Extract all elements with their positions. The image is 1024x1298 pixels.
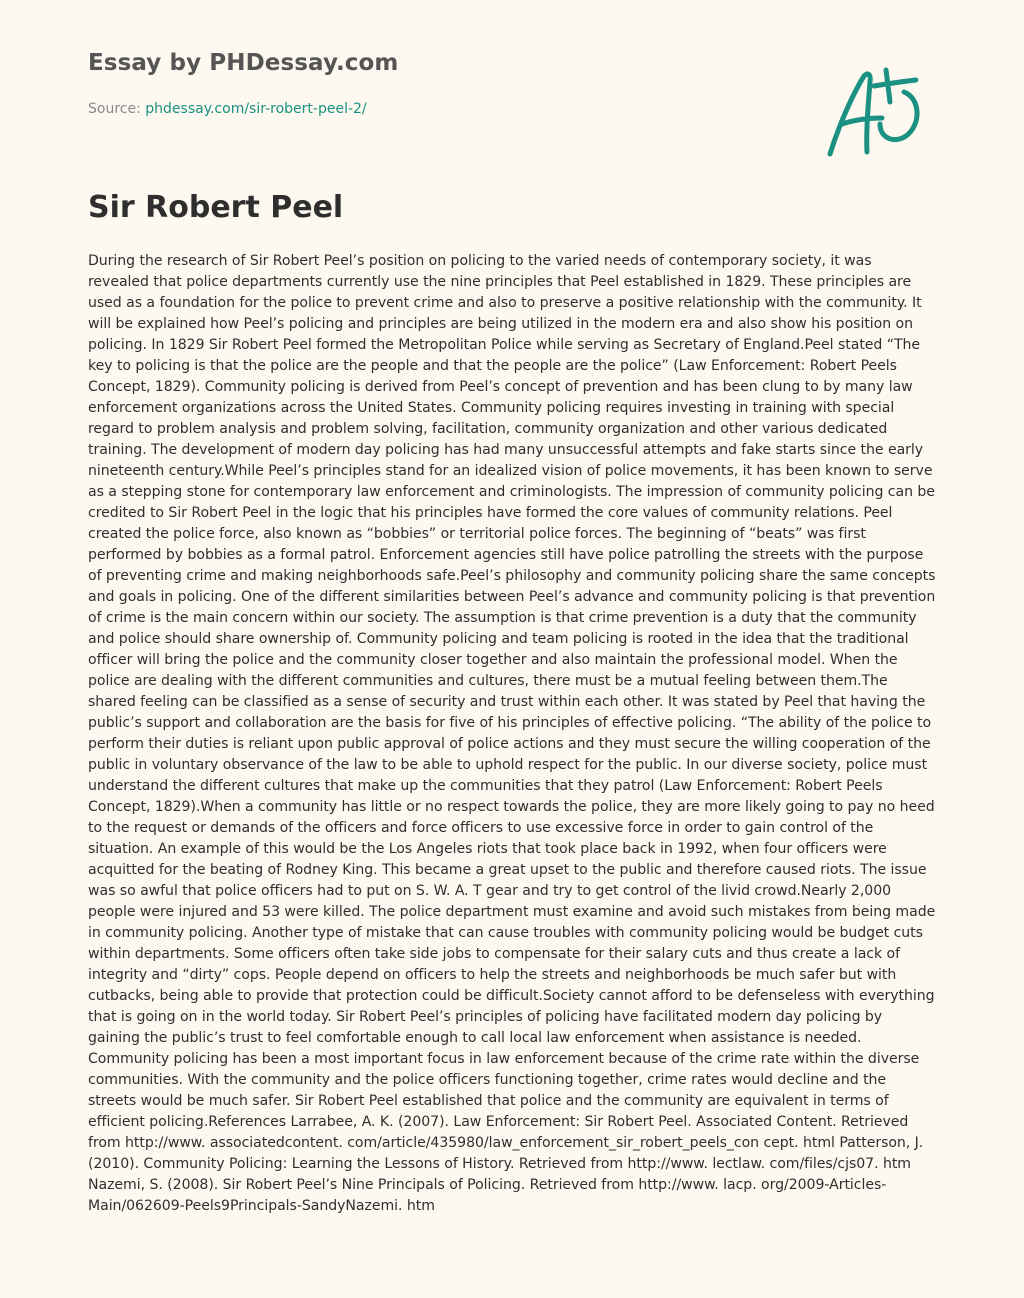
- essay-body-container: [88, 251, 936, 1249]
- site-brand: Essay by PHDessay.com: [88, 50, 399, 76]
- a-plus-logo-icon: [820, 62, 932, 162]
- source-line: [88, 101, 367, 117]
- essay-body: During the research of Sir Robert Peel’s position on policing to the varied needs of contemporary society, it was revealed that police departments currently use the nine principles that Peel established in 1829. These principles are used as a foundation for the police to prevent crime and also to preserve a positive relationship with the community. It will be explained how Peel’s policing and principles are being utilized in the modern era and also show his position on policing. In 1829 Sir Robert Peel formed the Metropolitan Police while serving as Secretary of England.Peel stated “The key to policing is that the police are the people and that the people are the police” (Law Enforcement: Robert Peels Concept, 1829). Community policing is derived from Peel’s concept of prevention and has been clung to by many law enforcement organizations across the United States. Community policing requires investing in training with special regard to problem analysis and problem solving, facilitation, community organization and other various dedicated training. The development of modern day policing has had many unsuccessful attempts and fake starts since the early nineteenth century.While Peel’s principles stand for an idealized vision of police movements, it has been known to serve as a stepping stone for contemporary law enforcement and criminologists. The impression of community policing can be credited to Sir Robert Peel in the logic that his principles have formed the core values of community relations. Peel created the police force, also known as “bobbies” or territorial police forces. The beginning of “beats” was first performed by bobbies as a formal patrol. Enforcement agencies still have police patrolling the streets with the purpose of preventing crime and making neighborhoods safe.Peel’s philosophy and community policing share the same concepts and goals in policing. One of the different similarities between Peel’s advance and community policing is that prevention of crime is the main concern within our society. The assumption is that crime prevention is a duty that the community and police should share ownership of. Community policing and team policing is rooted in the idea that the traditional officer will bring the police and the community closer together and also maintain the professional model. When the police are dealing with the different communities and cultures, there must be a mutual feeling between them.The shared feeling can be classified as a sense of security and trust within each other. It was stated by Peel that having the public’s support and collaboration are the basis for five of his principles of effective policing. “The ability of the police to perform their duties is reliant upon public approval of police actions and they must secure the willing cooperation of the public in voluntary observance of the law to be able to uphold respect for the public. In our diverse society, police must understand the different cultures that make up the communities that they patrol (Law Enforcement: Robert Peels Concept, 1829).When a community has little or no respect towards the police, they are more likely going to pay no heed to the request or demands of the officers and force officers to use excessive force in order to gain control of the situation. An example of this would be the Los Angeles riots that took place back in 1992, when four officers were acquitted for the beating of Rodney King. This became a great upset to the public and therefore caused riots. The issue was so awful that police officers had to put on S. W. A. T gear and try to get control of the livid crowd.Nearly 2,000 people were injured and 53 were killed. The police department must examine and avoid such mistakes from being made in community policing. Another type of mistake that can cause troubles with community policing would be budget cuts within departments. Some officers often take side jobs to compensate for their salary cuts and thus create a lack of integrity and “dirty” cops. People depend on officers to help the streets and neighborhoods be much safer but with cutbacks, being able to provide that protection could be difficult.Society cannot afford to be defenseless with everything that is going on in the world today. Sir Robert Peel’s principles of policing have facilitated modern day policing by gaining the public’s trust to feel comfortable enough to call local law enforcement when assistance is needed. Community policing has been a most important focus in law enforcement because of the crime rate within the diverse communities. With the community and the police officers functioning together, crime rates would decline and the streets would be much safer. Sir Robert Peel established that police and the community are equivalent in terms of efficient policing.References Larrabee, A. K. (2007). Law Enforcement: Sir Robert Peel. Associated Content. Retrieved from http://www. associatedcontent. com/article/435980/law_enforcement_sir_robert_peels_con cept. html Patterson, J. (2010). Community Policing: Learning the Lessons of History. Retrieved from http://www. lectlaw. com/files/cjs07. htm Nazemi, S. (2008). Sir Robert Peel’s Nine Principals of Policing. Retrieved from http://www. lacp. org/2009-Articles-Main/062609-Peels9Principals-SandyNazemi. htm: [88, 253, 936, 1214]
- source-label: Source:: [88, 101, 146, 117]
- body-fade-overlay: [88, 1235, 936, 1249]
- source-link[interactable]: phdessay.com/sir-robert-peel-2/: [145, 101, 367, 117]
- essay-title: Sir Robert Peel: [88, 190, 344, 225]
